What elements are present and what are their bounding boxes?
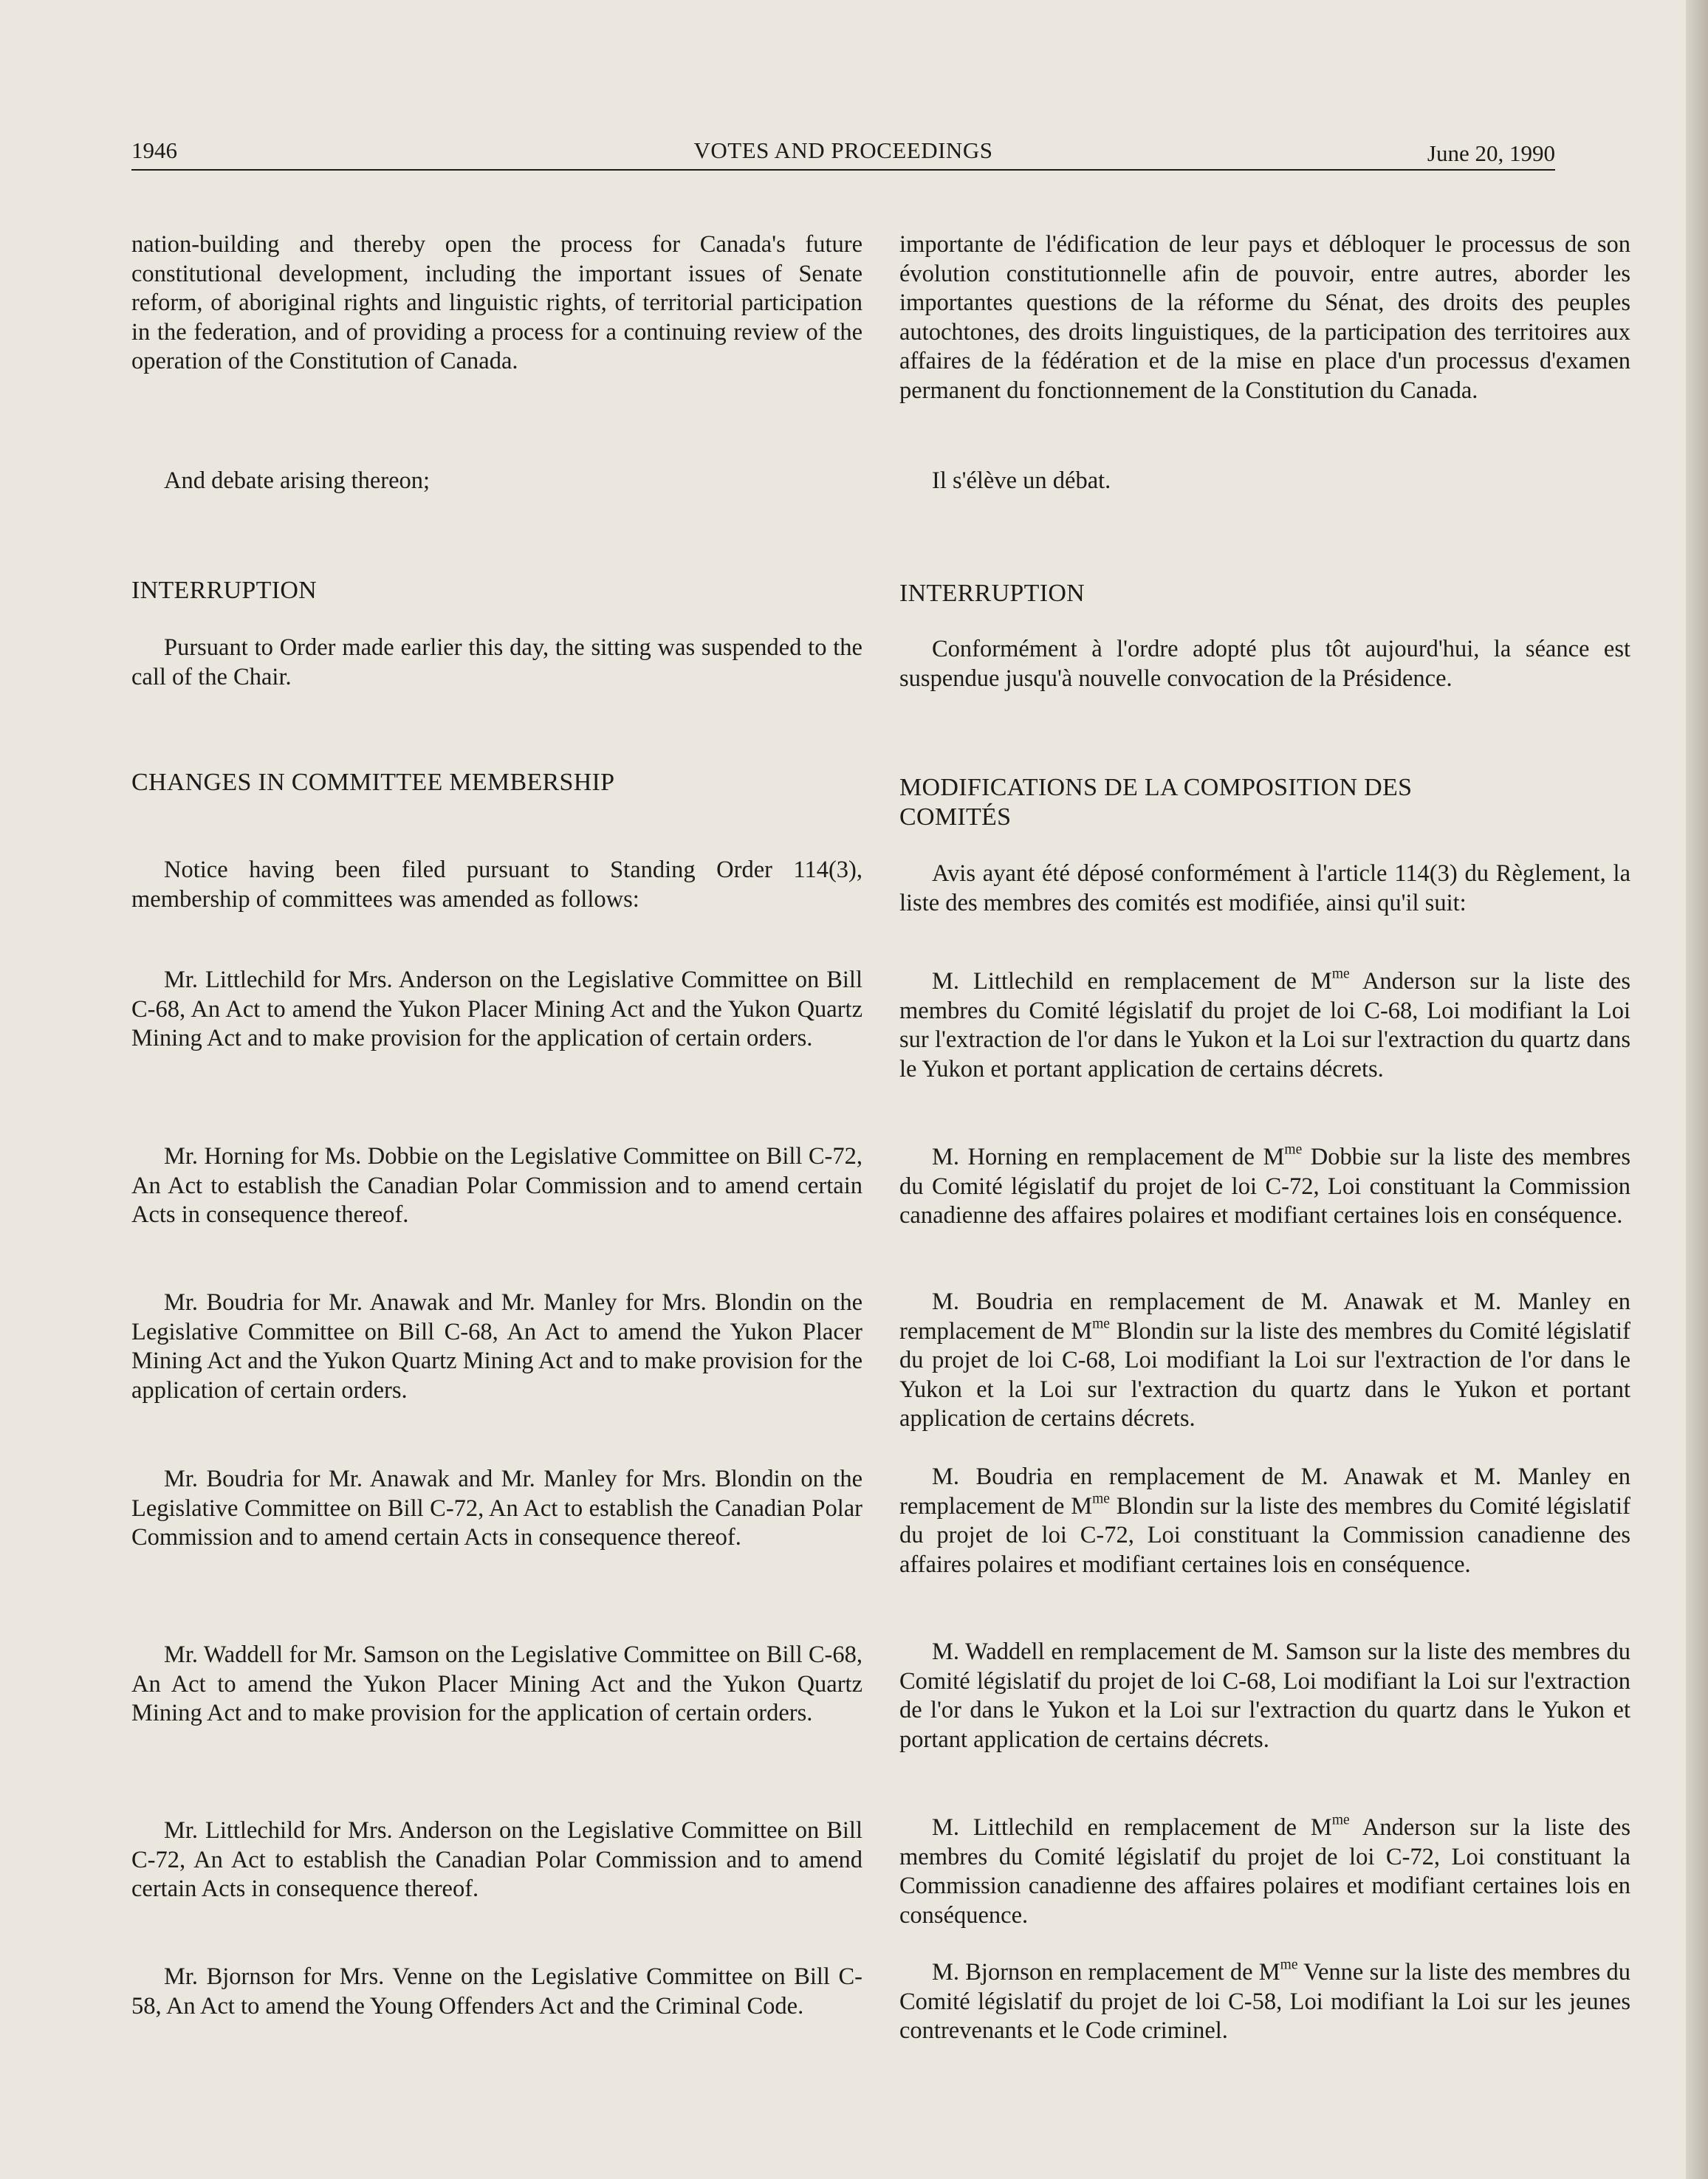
changes-heading: MODIFICATIONS DE LA COMPOSITION DES COMITÉS (899, 774, 1413, 831)
change-item: Mr. Bjornson for Mrs. Venne on the Legislative Committee on Bill C-58, An Act to amend the Young Offenders Act and the Criminal Code. (131, 1963, 862, 2020)
change-item: Mr. Littlechild for Mrs. Anderson on the Legislative Committee on Bill C-72, An Act to establish the Canadian Polar Commission and to amend certain Acts in consequence thereof. (131, 1817, 862, 1903)
change-item: Mr. Waddell for Mr. Samson on the Legislative Committee on Bill C-68, An Act to amend the Yukon Placer Mining Act and the Yukon Quartz Mining Act and to make provision for the application of certain orders. (131, 1641, 862, 1727)
change-item: Mr. Boudria for Mr. Anawak and Mr. Manley for Mrs. Blondin on the Legislative Committee on Bill C-68, An Act to amend the Yukon Placer Mining Act and the Yukon Quartz Mining Act and to make provision for the application of certain orders. (131, 1289, 862, 1404)
header-rule (131, 169, 1555, 171)
continuation-paragraph: importante de l'édification de leur pays et débloquer le processus de son évolution constitutionnelle afin de pouvoir, entre autres, aborder les importantes questions de la réforme du Sénat, des droits des peuples autochtones, des droits linguistiques, de la participation des territoires aux affaires de la fédération et de la mise en place d'un processus d'examen permanent du fonctionnement de la Constitution du Canada. (899, 231, 1630, 404)
change-item: M. Littlechild en remplacement de $M^{me}$ Anderson sur la liste des membres du Comité législatif du projet de loi C-72, Loi constituant la Commission canadienne des affaires polaires et modifiant certaines lois en conséquence. (899, 1812, 1630, 1929)
change-item: M. Littlechild en remplacement de $M^{me}$ Anderson sur la liste des membres du Comité législatif du projet de loi C-68, Loi modifiant la Loi sur l'extraction de l'or dans le Yukon et la Loi sur l'extraction du quartz dans le Yukon et portant application de certains décrets. (899, 966, 1630, 1082)
change-item: M. Waddell en remplacement de M. Samson sur la liste des membres du Comité législatif du projet de loi C-68, Loi modifiant la Loi sur l'extraction de l'or dans le Yukon et la Loi sur l'extraction du quartz dans le Yukon et portant application de certains décrets. (899, 1638, 1630, 1753)
interruption-paragraph: Conformément à l'ordre adopté plus tôt aujourd'hui, la séance est suspendue jusqu'à nouvelle convocation de la Présidence. (899, 636, 1630, 692)
page-header (131, 137, 1555, 173)
debate-paragraph: And debate arising thereon; (164, 467, 431, 494)
notice-paragraph: Avis ayant été déposé conformément à l'article 114(3) du Règlement, la liste des membres des comités est modifiée, ainsi qu'il suit: (899, 860, 1630, 916)
page-number: 1946 (131, 137, 177, 163)
change-item: M. Boudria en remplacement de M. Anawak et M. Manley en remplacement de $M^{me}$ Blondin sur la liste des membres du Comité législatif du projet de loi C-72, Loi constituant la Commission canadienne des affaires polaires et modifiant certaines lois en conséquence. (899, 1463, 1631, 1578)
page-edge (1686, 0, 1708, 2179)
interruption-heading: INTERRUPTION (899, 580, 1085, 607)
debate-paragraph: Il s'élève un débat. (932, 467, 1111, 494)
notice-paragraph: Notice having been filed pursuant to Standing Order 114(3), membership of committees was amended as follows: (131, 857, 862, 913)
changes-heading: CHANGES IN COMMITTEE MEMBERSHIP (131, 769, 615, 796)
change-item: M. Boudria en remplacement de M. Anawak et M. Manley en remplacement de $M^{me}$ Blondin sur la liste des membres du Comité législatif du projet de loi C-68, Loi modifiant la Loi sur l'extraction de l'or dans le Yukon et la Loi sur l'extraction du quartz dans le Yukon et portant application de certains décrets. (899, 1288, 1631, 1432)
change-item: Mr. Littlechild for Mrs. Anderson on the Legislative Committee on Bill C-68, An Act to amend the Yukon Placer Mining Act and the Yukon Quartz Mining Act and to make provision for the application of certain orders. (131, 967, 862, 1052)
continuation-paragraph: nation-building and thereby open the process for Canada's future constitutional development, including the important issues of Senate reform, of aboriginal rights and linguistic rights, of territorial participation in the federation, and of providing a process for a continuing review of the operation of the Constitution of Canada. (131, 231, 862, 375)
change-item: Mr. Boudria for Mr. Anawak and Mr. Manley for Mrs. Blondin on the Legislative Committee on Bill C-72, An Act to establish the Canadian Polar Commission and to amend certain Acts in consequence thereof. (131, 1466, 862, 1551)
interruption-heading: INTERRUPTION (131, 577, 318, 604)
change-item: Mr. Horning for Ms. Dobbie on the Legislative Committee on Bill C-72, An Act to establish the Canadian Polar Commission and to amend certain Acts in consequence thereof. (131, 1143, 862, 1229)
change-item: M. Bjornson en remplacement de $M^{me}$ Venne sur la liste des membres du Comité législatif du projet de loi C-58, Loi modifiant la Loi sur les jeunes contrevenants et le Code criminel. (899, 1957, 1630, 2045)
header-date: June 20, 1990 (1427, 140, 1555, 166)
interruption-paragraph: Pursuant to Order made earlier this day, the sitting was suspended to the call of the Chair. (131, 634, 862, 690)
running-title: VOTES AND PROCEEDINGS (693, 137, 993, 163)
change-item: M. Horning en remplacement de $M^{me}$ Dobbie sur la liste des membres du Comité législatif du projet de loi C-72, Loi constituant la Commission canadienne des affaires polaires et modifiant certaines lois en conséquence. (899, 1142, 1630, 1229)
